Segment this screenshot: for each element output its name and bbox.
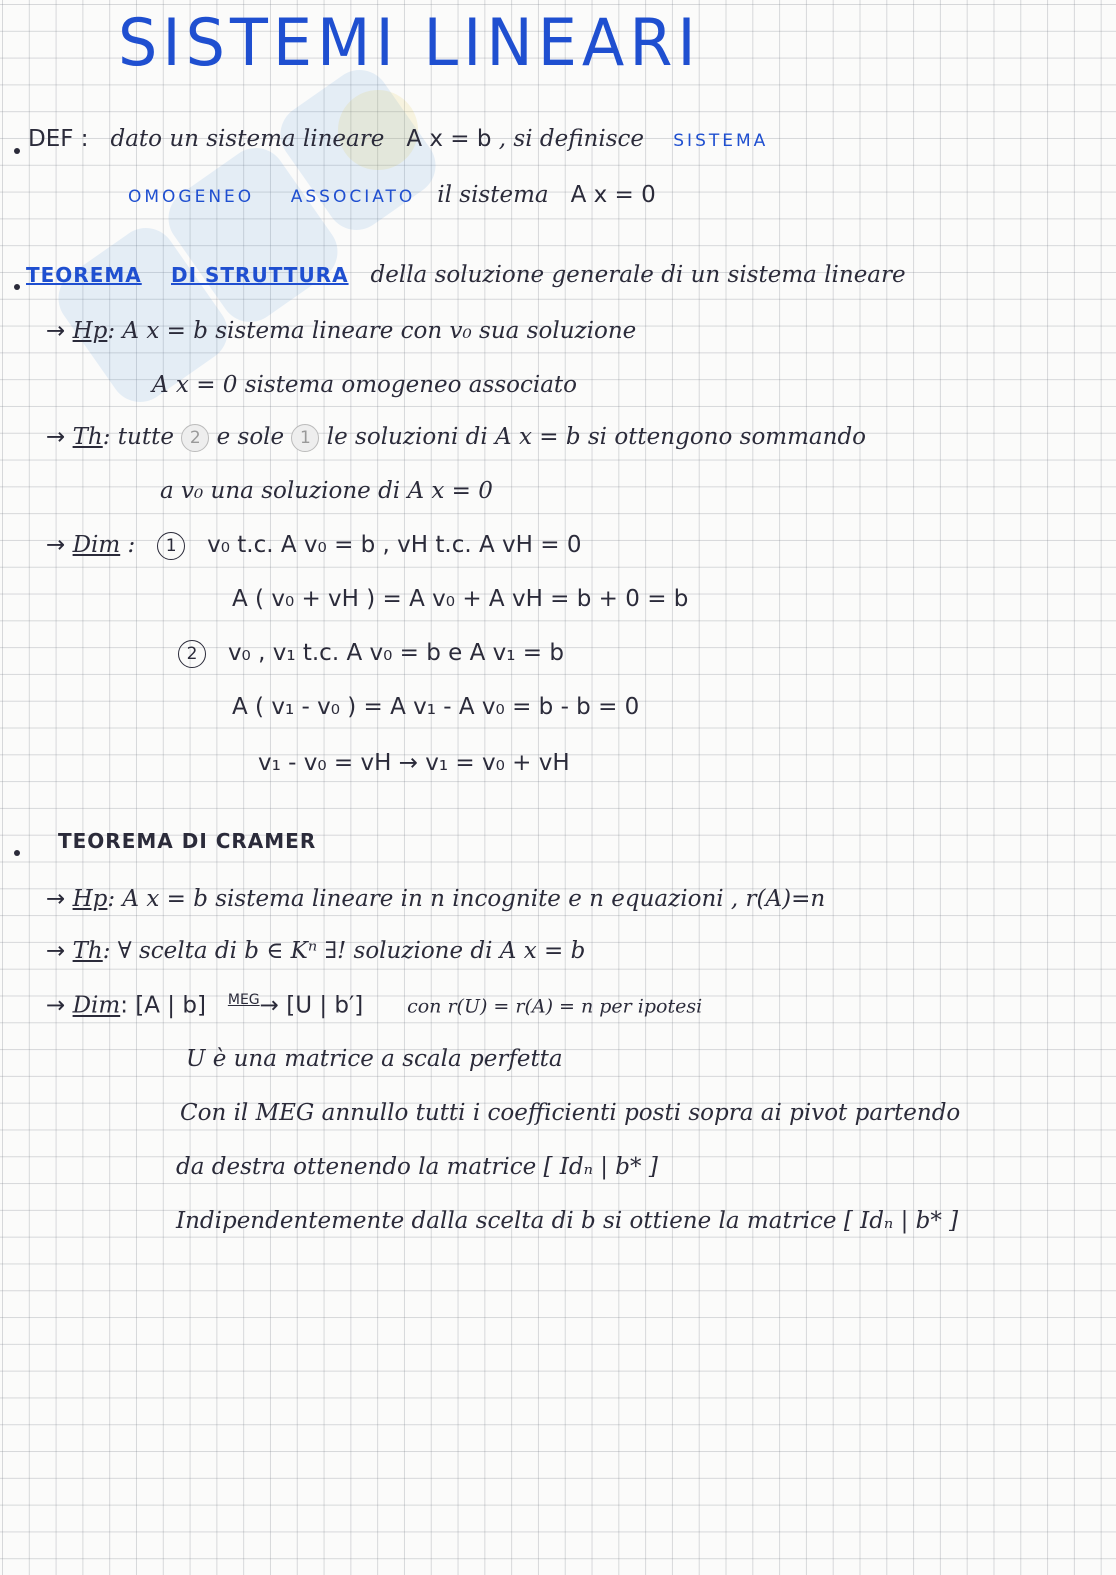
cramer-hp-line: [46, 886, 825, 912]
def-term-sistema: SISTEMA: [673, 131, 769, 151]
meg-label: MEG: [227, 992, 260, 1008]
arrow-icon: →: [46, 886, 66, 912]
dim-label: Dim: [72, 992, 121, 1019]
struttura-dim-line-5: [258, 750, 570, 776]
arrow-icon: →: [259, 992, 279, 1019]
bullet: [14, 284, 20, 290]
th-text-b: e sole: [216, 424, 285, 450]
bullet: [14, 850, 20, 856]
dim-step-5: v₁ - v₀ = vH → v₁ = v₀ + vH: [258, 750, 570, 776]
struttura-hp-line-2: [152, 372, 577, 398]
def-equation-2: A x = 0: [570, 182, 656, 208]
cramer-text-5: Indipendentemente dalla scelta di b si ottiene la matrice [ Idₙ | b* ]: [176, 1208, 959, 1234]
hp-label: Hp: [72, 318, 108, 344]
page-title: SISTEMI LINEARI: [118, 4, 701, 81]
struttura-dim-line-4: [232, 694, 639, 720]
def-term-associato: ASSOCIATO: [290, 187, 416, 207]
cramer-dim-line-5: [176, 1208, 958, 1234]
th-label: Th: [72, 938, 103, 964]
def-text: dato un sistema lineare: [110, 126, 385, 152]
struttura-dim-line-3: [178, 640, 564, 668]
circled-number-1: 1: [157, 532, 185, 560]
struttura-heading-line: [26, 262, 906, 288]
def-equation: A x = b: [406, 126, 492, 152]
cramer-dim-line-4: [176, 1154, 658, 1180]
arrow-icon: →: [46, 532, 66, 558]
dim-label: Dim: [72, 532, 121, 558]
def-term-omogeneo: OMOGENEO: [128, 187, 255, 207]
cramer-matrix-a: : [A | b]: [120, 992, 206, 1019]
cramer-text-3: Con il MEG annullo tutti i coefficienti posti sopra ai pivot partendo: [180, 1100, 961, 1126]
struttura-th-line-2: [160, 478, 493, 504]
struttura-dim-line-2: [232, 586, 688, 612]
def-text-2: , si definisce: [498, 126, 645, 152]
cramer-matrix-u: [U | b′]: [286, 992, 364, 1019]
struttura-heading-title: DI STRUTTURA: [171, 263, 349, 287]
cramer-heading-line: [58, 828, 316, 854]
hp-label: Hp: [72, 886, 108, 912]
def-line-2: [128, 182, 656, 208]
struttura-th-line-1: [46, 424, 866, 452]
struttura-heading-teorema: TEOREMA: [26, 263, 142, 287]
struttura-heading-rest: della soluzione generale di un sistema lineare: [370, 262, 906, 288]
def-label: DEF :: [28, 126, 89, 152]
bullet: [14, 148, 20, 154]
hp-text: : A x = b sistema lineare con v₀ sua soluzione: [107, 318, 637, 344]
arrow-icon: →: [46, 318, 66, 344]
cramer-text-4: da destra ottenendo la matrice [ Idₙ | b* ]: [176, 1154, 658, 1180]
arrow-icon: →: [46, 424, 66, 450]
cramer-heading: TEOREMA DI CRAMER: [58, 829, 317, 853]
dim-step-2: A ( v₀ + vH ) = A v₀ + A vH = b + 0 = b: [232, 586, 689, 612]
cramer-dim-line-1: [46, 992, 702, 1019]
cramer-text-2: U è una matrice a scala perfetta: [186, 1046, 563, 1072]
th-text-a: : tutte: [102, 424, 174, 450]
cramer-rank-text: con r(U) = r(A) = n per ipotesi: [407, 995, 703, 1018]
circled-number-2: 2: [181, 424, 209, 452]
arrow-icon: →: [46, 938, 66, 964]
struttura-dim-line-1: → Dim : 1 v₀ t.c. A v₀ = b , vH t.c. A vH = 0: [46, 532, 582, 558]
arrow-icon: →: [46, 992, 66, 1019]
cramer-hp-text: : A x = b sistema lineare in n incognite e n equazioni , r(A)=n: [107, 886, 826, 912]
circled-number-2: 2: [178, 640, 206, 668]
cramer-dim-line-3: [180, 1100, 960, 1126]
dim-step-3: v₀ , v₁ t.c. A v₀ = b e A v₁ = b: [227, 640, 564, 666]
def-line-1: [28, 126, 768, 152]
def-text-3: il sistema: [437, 182, 549, 208]
struttura-hp-line-1: [46, 318, 636, 344]
dim-step-4: A ( v₁ - v₀ ) = A v₁ - A v₀ = b - b = 0: [232, 694, 640, 720]
th-label: Th: [72, 424, 103, 450]
cramer-th-line: [46, 938, 585, 964]
cramer-dim-line-2: [186, 1046, 563, 1072]
cramer-th-text: : ∀ scelta di b ∈ Kⁿ ∃! soluzione di A x = b: [102, 938, 586, 964]
hp-text-2: A x = 0 sistema omogeneo associato: [152, 372, 578, 398]
th-text-2: a v₀ una soluzione di A x = 0: [160, 478, 493, 504]
th-text-c: le soluzioni di A x = b si ottengono sommando: [326, 424, 867, 450]
dim-step-1: v₀ t.c. A v₀ = b , vH t.c. A vH = 0: [207, 532, 582, 558]
circled-number-1: 1: [291, 424, 319, 452]
